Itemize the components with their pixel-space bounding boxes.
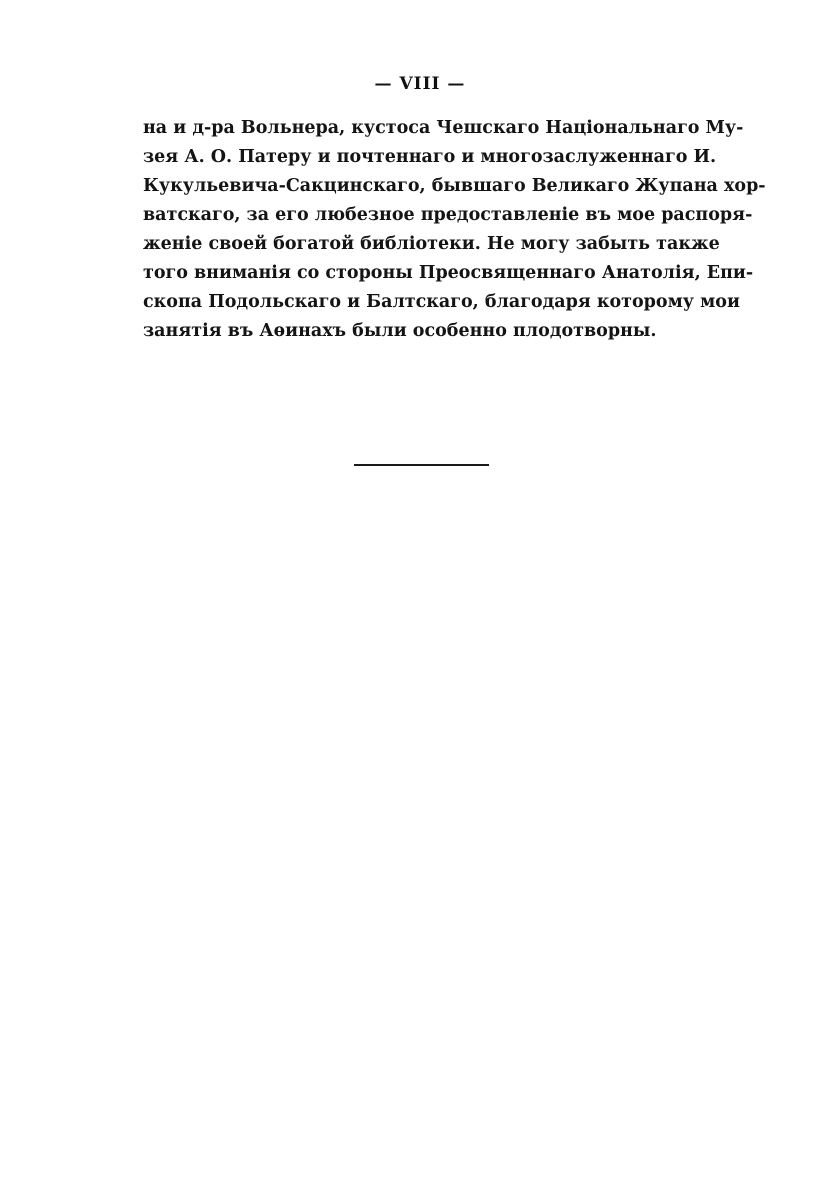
- page-number: — VIII —: [374, 74, 466, 94]
- text-line: занятія въ Аѳинахъ были особенно плодотворны.: [143, 321, 657, 341]
- text-line: зея А. О. Патеру и почтеннаго и многозаслуженнаго И.: [143, 147, 717, 167]
- body-paragraph: [143, 114, 766, 346]
- section-divider: [354, 464, 489, 466]
- text-line: ватскаго, за его любезное предоставленіе въ мое распоря-: [143, 205, 753, 225]
- text-line: на и д-ра Вольнера, кустоса Чешскаго Національнаго Му-: [143, 118, 744, 138]
- text-line: женіе своей богатой библіотеки. Не могу забыть также: [143, 234, 720, 254]
- text-line: того вниманія со стороны Преосвященнаго Анатолія, Епи-: [143, 263, 754, 283]
- text-line: Кукульевича-Сакцинскаго, бывшаго Великаго Жупана хор-: [143, 176, 766, 196]
- text-line: скопа Подольскаго и Балтскаго, благодаря которому мои: [143, 292, 740, 312]
